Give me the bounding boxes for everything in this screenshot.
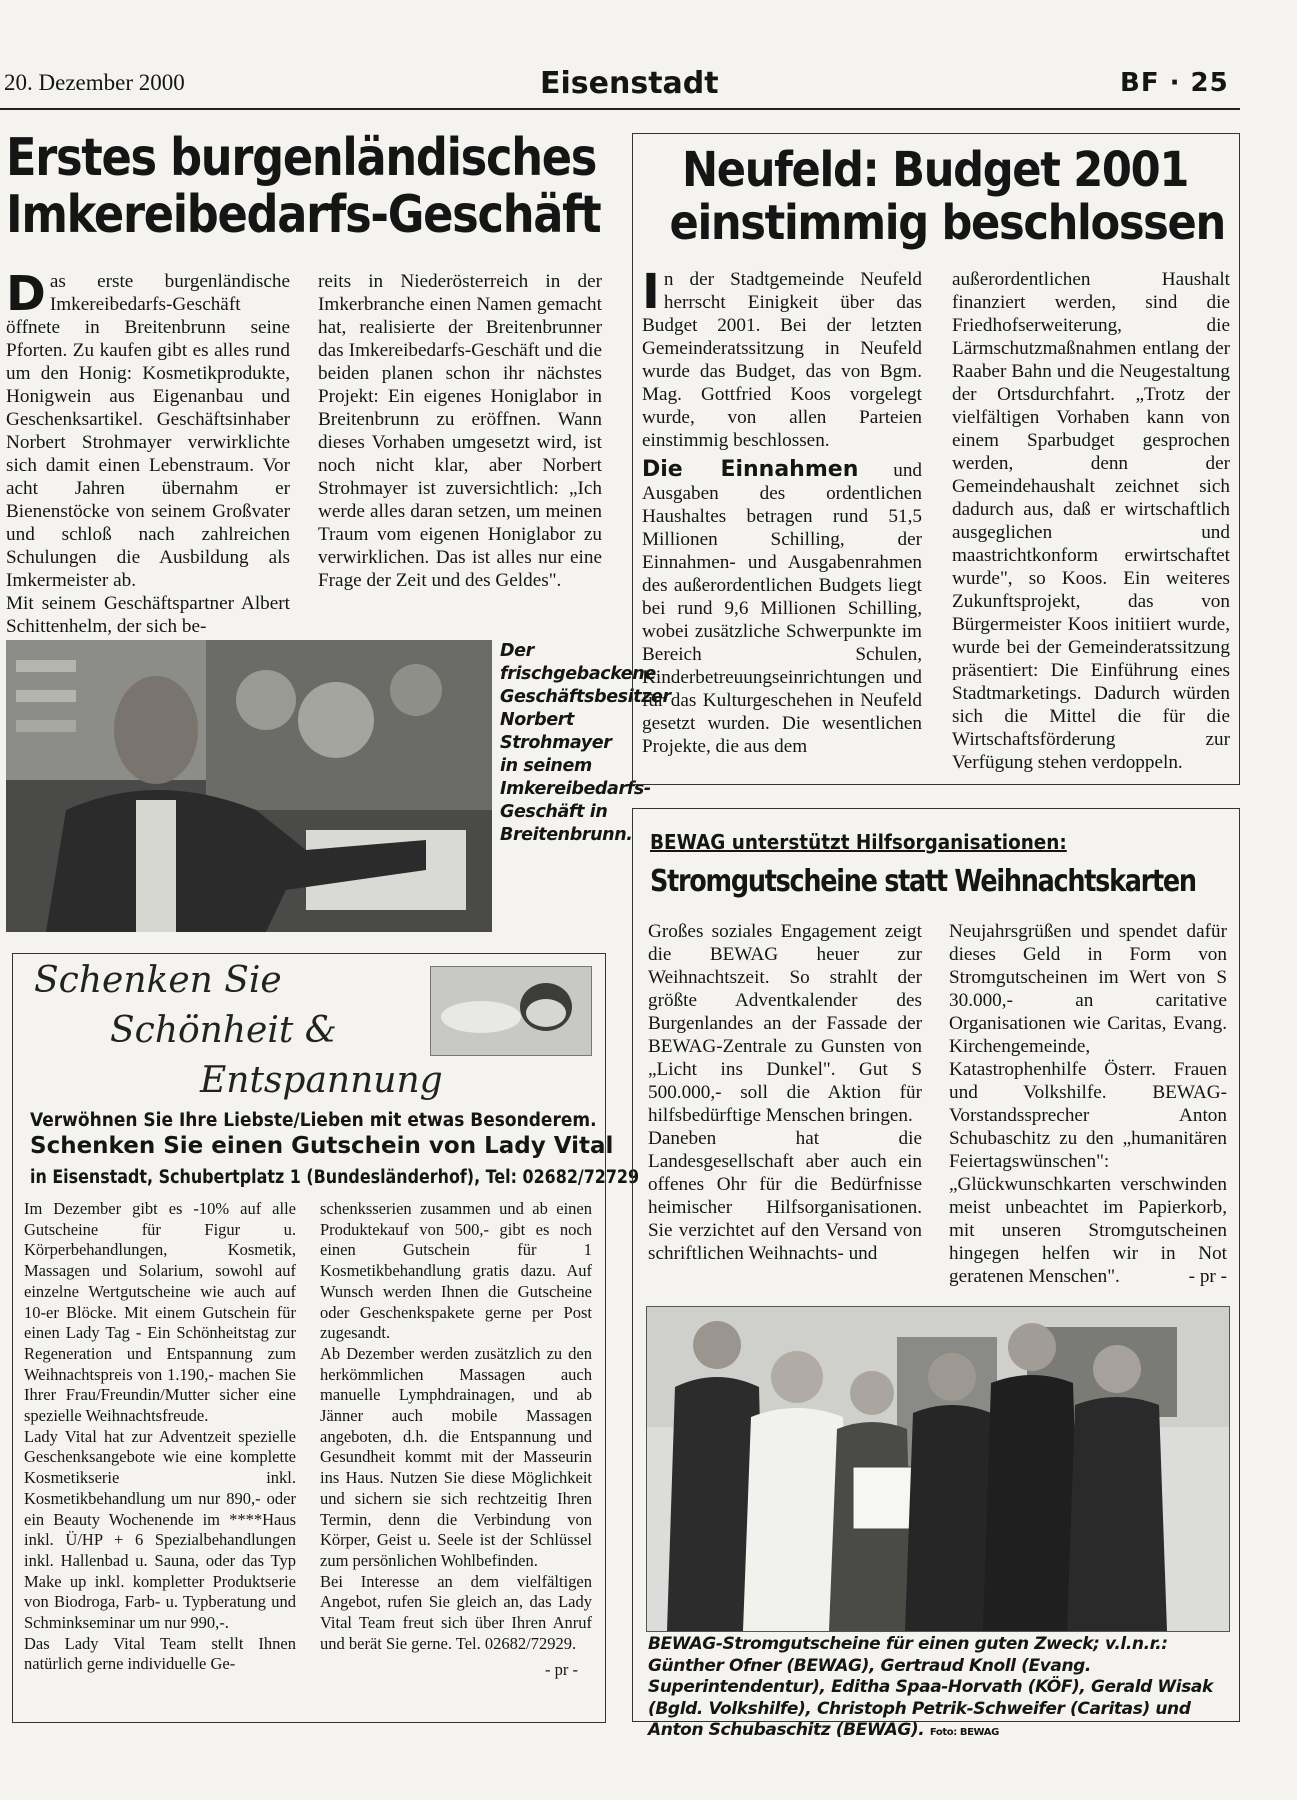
ad-column-1 [24,1199,296,1675]
shop-owner-photo [6,640,492,932]
paragraph: Bei Interesse an dem vielfältigen Angebot, rufen Sie gleich an, das Lady Vital Team freut sich über Ihren Anruf und berät Sie gerne. Tel. 02682/72929. [320,1571,592,1653]
ad-script-line: Schönheit & [110,1010,337,1051]
headline-line: einstimmig beschlossen [669,194,1225,251]
headline-line: Neufeld: Budget 2001 [681,142,1189,198]
paragraph: schenksserien zusammen und ab einen Produktekauf von 500,- gibt es noch einen Gutschein für 1 Kosmetikbehandlung gratis dazu. Auf Wunsch werden Ihnen die Gutscheine oder Geschenkspakete gerne per Post zugesandt. [320,1199,592,1343]
paragraph: Lady Vital hat zur Adventzeit spezielle Geschenksangebote wie eine komplette Kosmetikserie inkl. Kosmetikbehandlung um nur 890,- oder ein Beauty Wochenende im ****Haus inkl. Ü/HP + 6 Spezialbehandlungen inkl. Hallenbad u. Sauna, oder das Typ Make up inkl. kompletter Produktserie von Biodroga, Farb- u. Typberatung und Schminkseminar um nur 990,-. [24,1426,296,1633]
paragraph: außerordentlichen Haushalt finanziert werden, sind die Friedhofserweiterung, die Lärmschutzmaßnahmen entlang der Raaber Bahn und die Neugestaltung der Ortsdurchfahrt. „Trotz der vielfältigen Vorhaben kann von einem Sparbudget gesprochen werden, denn der Gemeindehaushalt zeichnet sich dadurch aus, daß er wirtschaftlich ausgeglichen und maastrichtkonform erwirtschaftet wurde", so Koos. Ein weiteres Zukunftsprojekt, das von Bürgermeister Koos initiiert wurde, wurde bei der Gemeinderatssitzung präsentiert: Die Einführung eines Stadtmarketings. Dadurch würden sich die Mittel die für die Wirtschaftsförderung zur Verfügung stehen verdoppeln. [952,269,1230,773]
article2-headline [669,142,1225,251]
paragraph: Ab Dezember werden zusätzlich zu den herkömmlichen Massagen auch manuelle Lymphdrainagen, und ab Jänner auch mobile Massagen angeboten, d.h. die Entspannung und Gesundheit kommt mit der Masseurin ins Haus. Nutzen Sie diese Möglichkeit und sichern sie sich rechtzeitig Ihren Termin, denn die Verbindung von Körper, Geist u. Seele ist der Schlüssel zum persönlichen Wohlbefinden. [320,1343,592,1570]
article3-column-1 [648,920,922,1265]
ad-photo [430,966,592,1056]
paragraph: n der Stadtgemeinde Neufeld herrscht Einigkeit über das Budget 2001. Bei der letzten Gemeinderatssitzung in Neufeld wurde das Budget, das von Bgm. Mag. Gottfried Koos vorgelegt wurde, von allen Parteien einstimmig beschlossen. [642,269,922,451]
lead-in: Die Einnahmen [642,457,859,482]
article3-signature: - pr - [1188,1266,1227,1287]
ad-tagline: Verwöhnen Sie Ihre Liebste/Lieben mit etwas Besonderem. [30,1110,597,1131]
article3-column-2 [949,920,1227,1288]
paragraph: Neujahrsgrüßen und spendet dafür dieses Geld in Form von Stromgutscheinen im Wert von S 30.000,- an caritative Organisationen wie Caritas, Evang. Kirchengemeinde, Katastrophenhilfe Österr. Frauen und Volkshilfe. BEWAG-Vorstandssprecher Anton Schubaschitz zu den „humanitären Feiertagswünschen": „Glückwunschkarten verschwinden meist unbeachtet im Papierkorb, mit unseren Stromgutscheinen hingegen helfen wir in Not geratenen Menschen". [949,921,1227,1287]
ad-script-line: Entspannung [200,1060,443,1101]
ad-column-2 [320,1199,592,1681]
paragraph: Im Dezember gibt es -10% auf alle Gutscheine für Figur u. Körperbehandlungen, Kosmetik, Massagen und Solarium, sowohl auf einzelne Wertgutscheine wie auch auf 10-er Blöcke. Mit einem Gutschein für einen Lady Tag - Ein Schönheitstag zur Regeneration und Entspannung zum Weihnachtspreis von 1.190,- machen Sie Ihrer Frau/Freundin/Mutter sicher eine spezielle Weihnachtsfreude. [24,1199,296,1426]
paragraph: as erste burgenländische Imkereibedarfs-Geschäft öffnete in Breitenbrunn seine Pforten. Zu kaufen gibt es alles rund um den Honig: Kosmetikprodukte, Honigwein aus Eigenanbau und Geschenksartikel. Geschäftsinhaber Norbert Strohmayer verwirklichte sich damit einen Lebenstraum. Vor acht Jahren übernahm er Bienenstöcke von seinem Großvater und schloß nach zahlreichen Schulungen die Ausbildung als Imkermeister ab. [6,271,290,591]
paragraph: Großes soziales Engagement zeigt die BEWAG heuer zur Weihnachtszeit. So strahlt der größte Adventkalender des Burgenlandes an der Fassade der BEWAG-Zentrale zu Gunsten von „Licht ins Dunkel". Gut S 500.000,- soll die Aktion für hilfsbedürftige Menschen bringen. [648,921,922,1126]
dropcap: I [642,264,660,320]
paragraph: Das Lady Vital Team stellt Ihnen natürlich gerne individuelle Ge- [24,1633,296,1674]
headline-line: Imkereibedarfs-Geschäft [6,185,601,246]
article1-column-2 [318,270,602,592]
article3-kicker: BEWAG unterstützt Hilfsorganisationen: [650,830,1067,854]
headline-line: Erstes burgenländisches [6,128,597,188]
article1-headline [6,130,600,244]
photo-credit: Foto: BEWAG [929,1727,999,1739]
paragraph: Mit seinem Geschäftspartner Albert Schittenhelm, der sich be- [6,593,290,637]
ad-headline: Schenken Sie einen Gutschein von Lady Vital [30,1133,614,1159]
dropcap: D [6,266,46,322]
group-photo [646,1306,1230,1632]
article3-headline: Stromgutscheine statt Weihnachtskarten [650,864,1196,899]
article2-column-1 [642,264,922,758]
article2-column-2 [952,268,1230,774]
section-title: Eisenstadt [540,66,719,101]
ad-signature: - pr - [545,1660,578,1680]
issue-date: 20. Dezember 2000 [4,70,185,95]
photo-caption: Der frischgebackene Geschäftsbesitzer Norbert Strohmayer in seinem Imkereibedarfs-Geschäft in Breitenbrunn. [500,641,671,845]
photo-caption [648,1634,1230,1744]
paragraph: und Ausgaben des ordentlichen Haushaltes betragen rund 51,5 Millionen Schilling, der Einnahmen- und Ausgabenrahmen des außerordentlichen Budgets liegt bei rund 9,6 Millionen Schilling, wobei zusätzliche Schwerpunkte im Bereich Schulen, Kinderbetreuungseinrichtungen und für das Kulturgeschehen in Neufeld gesetzt wurden. Die wesentlichen Projekte, die aus dem [642,460,922,757]
page-number: BF · 25 [1120,68,1229,98]
article1-column-1 [6,266,290,638]
caption-text: BEWAG-Stromgutscheine für einen guten Zweck; v.l.n.r.: Günther Ofner (BEWAG), Gertraud Knoll (Evang. Superintendentur), Editha Spaa-Horvath (KÖF), Gerald Wisak (Bgld. Volkshilfe), Christoph Petrik-Schweifer (Caritas) und Anton Schubaschitz (BEWAG). [648,1634,1213,1741]
paragraph: reits in Niederösterreich in der Imkerbranche einen Namen gemacht hat, realisierte der Breitenbrunner das Imkereibedarfs-Geschäft und die beiden planen schon ihr nächstes Projekt: Ein eigenes Honiglabor in Breitenbrunn zu eröffnen. Wann dieses Vorhaben umgesetzt wird, ist noch nicht klar, aber Norbert Strohmayer ist zuversichtlich: „Ich werde alles daran setzen, um meinen Traum vom eigenen Honiglabor zu verwirklichen. Das ist alles nur eine Frage der Zeit und des Geldes". [318,271,602,591]
ad-address: in Eisenstadt, Schubertplatz 1 (Bundesländerhof), Tel: 02682/72729 [30,1167,640,1188]
ad-script-line: Schenken Sie [34,960,282,1001]
paragraph: Daneben hat die Landesgesellschaft aber auch ein offenes Ohr für die Bedürfnisse heimischer Hilfsorganisationen. Sie verzichtet auf den Versand von schriftlichen Weihnachts- und [648,1128,922,1264]
header-rule [0,108,1240,110]
